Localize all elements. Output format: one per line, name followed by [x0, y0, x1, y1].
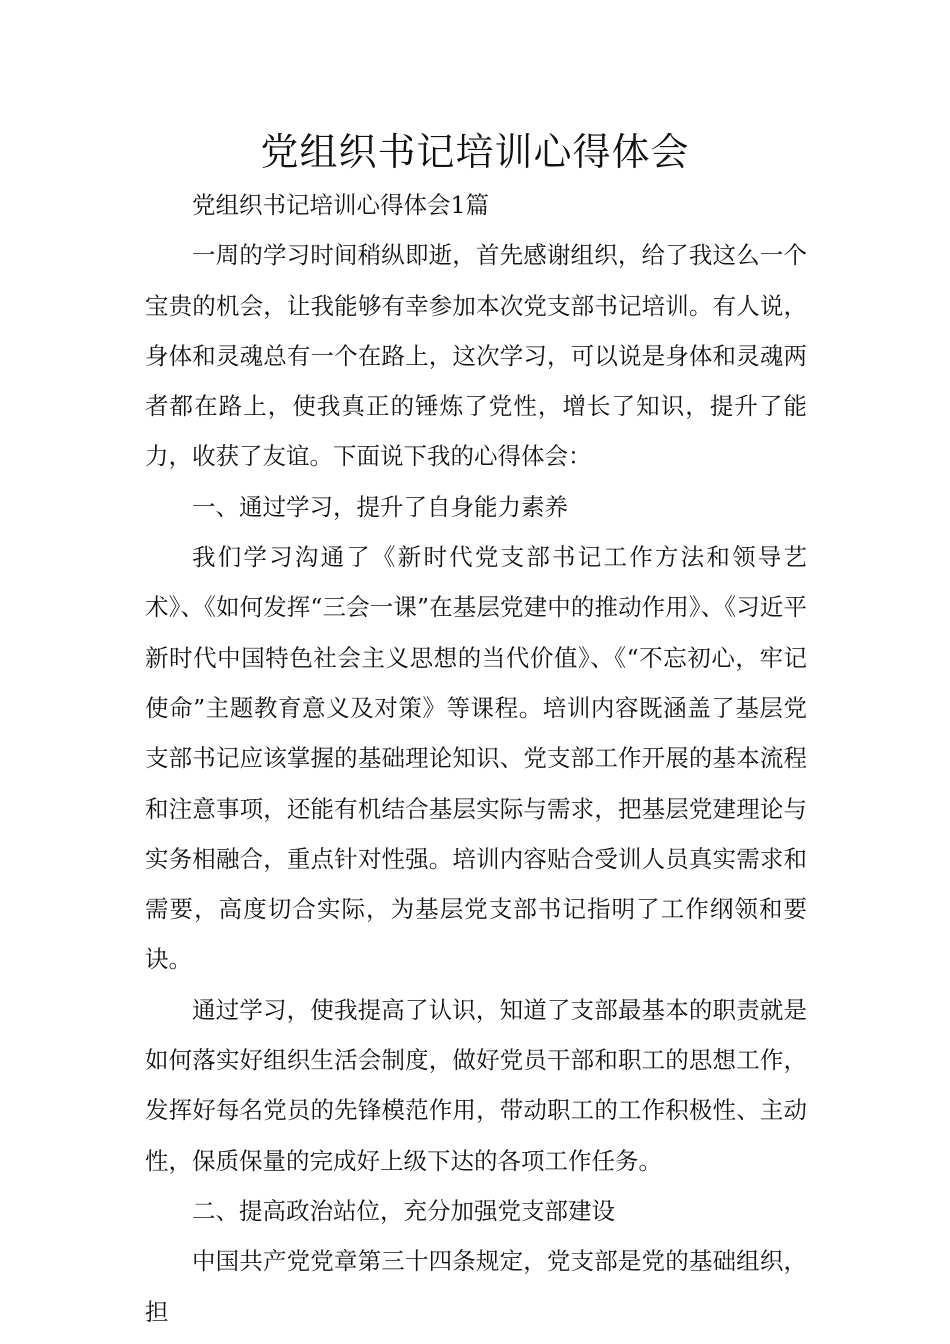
body-paragraph: 通过学习，使我提高了认识，知道了支部最基本的职责就是如何落实好组织生活会制度，做好党员干部和职工的思想工作，发挥好每名党员的先锋模范作用，带动职工的工作积极性、主动性，保质保量的完成好上级下达的各项工作任务。 — [145, 995, 807, 1175]
subtitle-paragraph: 党组织书记培训心得体会1篇 — [192, 191, 489, 219]
document-body — [145, 180, 807, 1337]
section-heading: 二、提高政治站位，充分加强党支部建设 — [192, 1196, 615, 1225]
section-heading: 一、通过学习，提升了自身能力素养 — [192, 492, 568, 521]
body-paragraph: 中国共产党党章第三十四条规定，党支部是党的基础组织，担 — [145, 1247, 807, 1326]
body-paragraph: 一周的学习时间稍纵即逝，首先感谢组织，给了我这么一个宝贵的机会，让我能够有幸参加本次党支部书记培训。有人说，身体和灵魂总有一个在路上，这次学习，可以说是身体和灵魂两者都在路上，使我真正的锤炼了党性，增长了知识，提升了能力，收获了友谊。下面说下我的心得体会： — [145, 241, 807, 471]
body-paragraph: 我们学习沟通了《新时代党支部书记工作方法和领导艺术》、《如何发挥“三会一课”在基层党建中的推动作用》、《习近平新时代中国特色社会主义思想的当代价值》、《“不忘初心，牢记使命”主题教育意义及对策》等课程。培训内容既涵盖了基层党支部书记应该掌握的基础理论知识、党支部工作开展的基本流程和注意事项，还能有机结合基层实际与需求，把基层党建理论与实务相融合，重点针对性强。培训内容贴合受训人员真实需求和需要，高度切合实际，为基层党支部书记指明了工作纲领和要诀。 — [145, 543, 807, 974]
document-title: 党组织书记培训心得体会 — [260, 130, 690, 174]
